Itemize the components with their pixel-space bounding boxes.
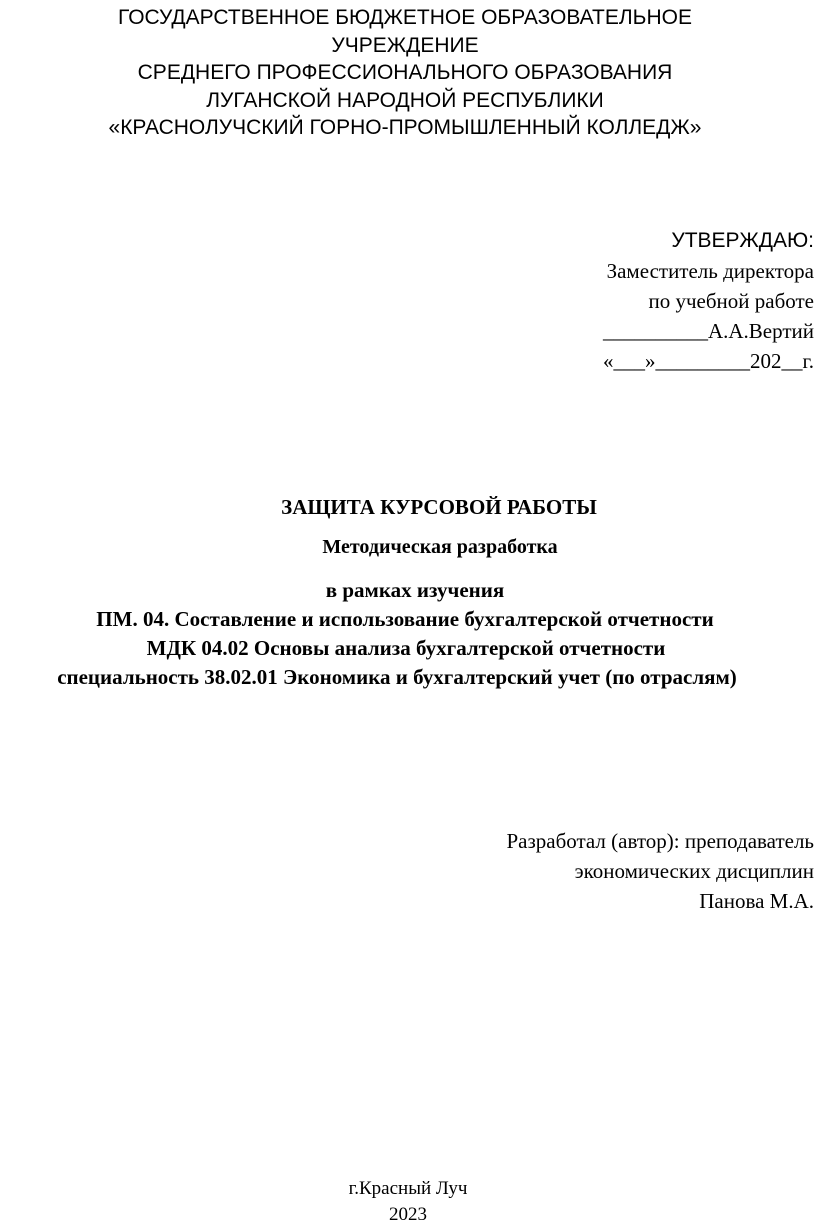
approval-block	[394, 226, 814, 376]
approval-position: Заместитель директора	[606, 259, 814, 283]
header-line-5: «КРАСНОЛУЧСКИЙ ГОРНО-ПРОМЫШЛЕННЫЙ КОЛЛЕДЖ»	[108, 116, 702, 139]
header-line-4: ЛУГАНСКОЙ НАРОДНОЙ РЕСПУБЛИКИ	[206, 88, 604, 112]
institution-header	[0, 4, 816, 142]
footer-city: г.Красный Луч	[348, 1178, 468, 1199]
details-context: в рамках изучения	[325, 578, 505, 602]
approval-heading: УТВЕРЖДАЮ:	[671, 229, 814, 252]
details-module: ПМ. 04. Составление и использование бухгалтерской отчетности	[96, 607, 714, 631]
header-line-1: ГОСУДАРСТВЕННОЕ БЮДЖЕТНОЕ ОБРАЗОВАТЕЛЬНОЕ	[118, 6, 692, 29]
author-role: Разработал (автор): преподаватель	[506, 829, 814, 853]
header-line-3: СРЕДНЕГО ПРОФЕССИОНАЛЬНОГО ОБРАЗОВАНИЯ	[137, 61, 673, 84]
title-block	[0, 492, 816, 561]
footer-block	[0, 1176, 816, 1228]
details-specialty: специальность 38.02.01 Экономика и бухгалтерский учет (по отраслям)	[57, 665, 737, 689]
document-title: ЗАЩИТА КУРСОВОЙ РАБОТЫ	[281, 495, 597, 519]
author-discipline: экономических дисциплин	[574, 859, 814, 883]
approval-signature-line: __________А.А.Вертий	[602, 319, 814, 343]
header-line-2: УЧРЕЖДЕНИЕ	[331, 33, 479, 57]
course-details	[0, 576, 816, 692]
document-subtitle: Методическая разработка	[322, 536, 558, 558]
approval-position-detail: по учебной работе	[648, 289, 814, 313]
author-name: Панова М.А.	[699, 889, 814, 913]
details-course: МДК 04.02 Основы анализа бухгалтерской отчетности	[146, 636, 666, 660]
footer-year: 2023	[389, 1204, 427, 1225]
author-block	[394, 826, 814, 916]
approval-date-line: «___»_________202__г.	[603, 349, 814, 373]
